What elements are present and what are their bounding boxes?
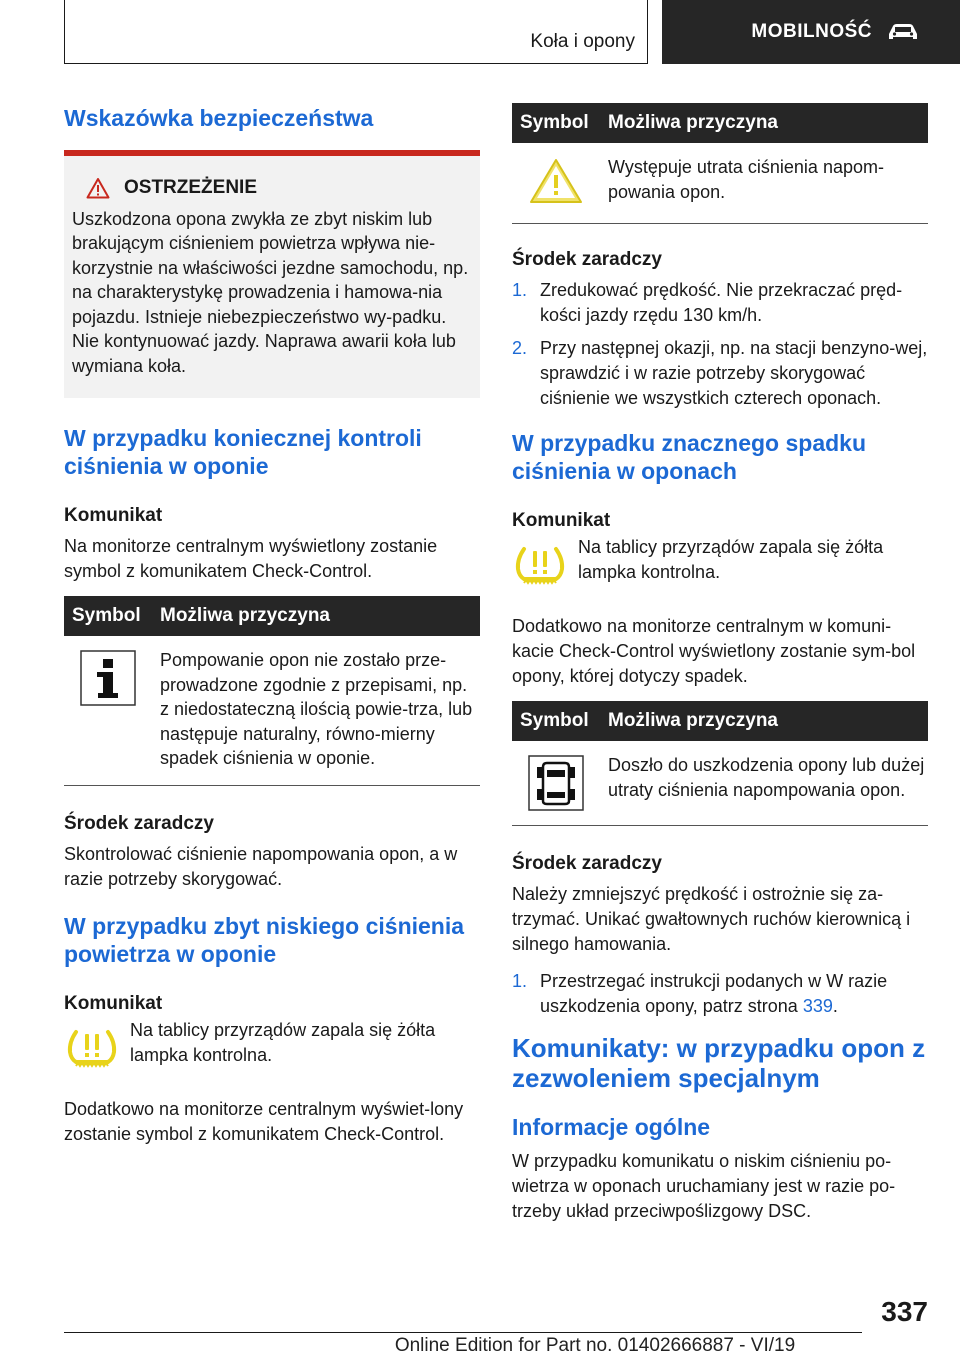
list-item bbox=[512, 278, 928, 328]
step-number: 1. bbox=[512, 280, 528, 300]
left-column bbox=[64, 100, 480, 1147]
list-item bbox=[512, 969, 928, 1019]
table-header bbox=[512, 701, 928, 741]
lamp-text: Na tablicy przyrządów zapala się żółta lampka kontrolna. bbox=[578, 537, 884, 582]
remedy-label: Środek zaradczy bbox=[512, 853, 662, 874]
message-text: Na monitorze centralnym wyświetlony zostanie symbol z komunikatem Check-Control. bbox=[64, 536, 438, 581]
chapter-tab bbox=[662, 0, 960, 64]
table-row bbox=[64, 636, 480, 786]
warning-header bbox=[72, 176, 472, 201]
table-header bbox=[512, 103, 928, 143]
step-text-end: . bbox=[832, 996, 838, 1016]
chapter-title: MOBILNOŚĆ bbox=[751, 21, 872, 42]
remedy-text: Skontrolować ciśnienie napompowania opon, a w razie potrzeby skorygować. bbox=[64, 843, 458, 889]
step-text bbox=[540, 969, 928, 1019]
warning-box bbox=[64, 156, 480, 398]
footer-rule bbox=[64, 1332, 862, 1333]
symbol-table bbox=[64, 596, 480, 786]
warning-triangle-icon bbox=[86, 177, 110, 199]
message-label: Komunikat bbox=[64, 505, 163, 526]
step-text-body: Przestrzegać instrukcji podanych w W razie uszkodzenia opony, patrz strona bbox=[540, 971, 888, 1016]
cause-text: Doszło do uszkodzenia opony lub dużej utraty ciśnienia napompowania opon. bbox=[608, 755, 925, 800]
section-title: Koła i opony bbox=[530, 31, 635, 52]
page-number: 337 bbox=[881, 1296, 928, 1327]
step-number: 1. bbox=[512, 971, 528, 991]
warning-text: Uszkodzona opona zwykła ze zbyt niskim lub brakującym ciśnieniem powietrza wpływa nie-korzystnie na właściwości jezdne samochodu, np. na charakterystykę prowadzenia i hamowa-nia pojazdu. Istnieje niebezpieczeństwo wy-padku. Nie kontynuować jazdy. Naprawa awarii koła lub wymiana koła. bbox=[72, 208, 469, 376]
extra-text: Dodatkowo na monitorze centralnym wyświet-lony zostanie symbol z komunikatem Check-Control. bbox=[64, 1098, 464, 1144]
extra-text: Dodatkowo na monitorze centralnym w komuni-kacie Check-Control wyświetlony zostanie sym-bol opony, której dotyczy spadek. bbox=[512, 616, 916, 686]
symbol-table bbox=[512, 103, 928, 224]
column-cause: Możliwa przyczyna bbox=[608, 710, 778, 731]
warning-triangle-yellow-icon bbox=[528, 157, 584, 205]
page-link[interactable]: 339 bbox=[802, 996, 833, 1016]
section-check-pressure-title: W przypadku koniecznej kontroli ciśnienia w oponie bbox=[64, 425, 422, 479]
edition-label: Online Edition for Part no. 01402666887 - VI/19 bbox=[394, 1335, 796, 1356]
remedy-steps bbox=[512, 278, 928, 411]
column-cause: Możliwa przyczyna bbox=[160, 605, 330, 626]
list-item bbox=[512, 336, 928, 411]
car-icon bbox=[886, 22, 920, 42]
table-header bbox=[64, 596, 480, 636]
car-tires-icon bbox=[528, 755, 584, 811]
header-section-box bbox=[64, 0, 648, 64]
general-info-text: W przypadku komunikatu o niskim ciśnieniu po-wietrza w oponach uruchamiany jest w razie po-trzeby układ przeciwpoślizgowy DSC. bbox=[512, 1151, 896, 1221]
section-low-pressure-title: W przypadku zbyt niskiego ciśnienia powietrza w oponie bbox=[64, 912, 465, 967]
remedy-steps bbox=[512, 969, 928, 1019]
remedy-label: Środek zaradczy bbox=[64, 812, 214, 834]
cause-text: Pompowanie opon nie zostało prze-prowadzone zgodnie z przepisami, np. z niedostateczną ilością powie-trza, lub następuje naturalny, równo-mierny spadek ciśnienia w oponie. bbox=[160, 650, 473, 768]
general-info-title: Informacje ogólne bbox=[512, 1114, 711, 1140]
symbol-table bbox=[512, 701, 928, 826]
right-column bbox=[512, 103, 928, 1224]
edition-text bbox=[0, 1335, 960, 1357]
remedy-text: Należy zmniejszyć prędkość i ostrożnie się za-trzymać. Unikać gwałtownych ruchów kierownicą i silnego hamowania. bbox=[512, 884, 911, 954]
warning-title: OSTRZEŻENIE bbox=[124, 177, 258, 198]
step-number: 2. bbox=[512, 338, 528, 358]
step-text: Zredukować prędkość. Nie przekraczać pręd-kości jazdy rzędu 130 km/h. bbox=[540, 280, 903, 325]
step-text: Przy następnej okazji, np. na stacji benzyno-wej, sprawdzić i w razie potrzeby skorygować ciśnienie we wszystkich czterech oponach. bbox=[540, 338, 928, 408]
info-icon bbox=[80, 650, 136, 706]
safety-title: Wskazówka bezpieczeństwa bbox=[64, 105, 374, 131]
lamp-info bbox=[512, 535, 928, 592]
message-label: Komunikat bbox=[64, 992, 163, 1014]
table-row bbox=[512, 143, 928, 224]
column-cause: Możliwa przyczyna bbox=[608, 112, 778, 133]
column-symbol: Symbol bbox=[520, 710, 589, 731]
tire-pressure-warning-icon bbox=[512, 543, 568, 587]
table-row bbox=[512, 741, 928, 826]
column-symbol: Symbol bbox=[520, 112, 589, 133]
lamp-info bbox=[64, 1018, 480, 1075]
lamp-text: Na tablicy przyrządów zapala się żółta lampka kontrolna. bbox=[130, 1019, 436, 1065]
remedy-label: Środek zaradczy bbox=[512, 249, 662, 270]
cause-text: Występuje utrata ciśnienia napom-powania opon. bbox=[608, 157, 884, 202]
column-symbol: Symbol bbox=[72, 605, 141, 626]
tire-pressure-warning-icon bbox=[64, 1026, 120, 1070]
section-major-drop-title: W przypadku znacznego spadku ciśnienia w oponach bbox=[512, 430, 866, 484]
message-label: Komunikat bbox=[512, 510, 611, 531]
section-special-tires-title: Komunikaty: w przypadku opon z zezwoleniem specjalnym bbox=[512, 1033, 926, 1093]
